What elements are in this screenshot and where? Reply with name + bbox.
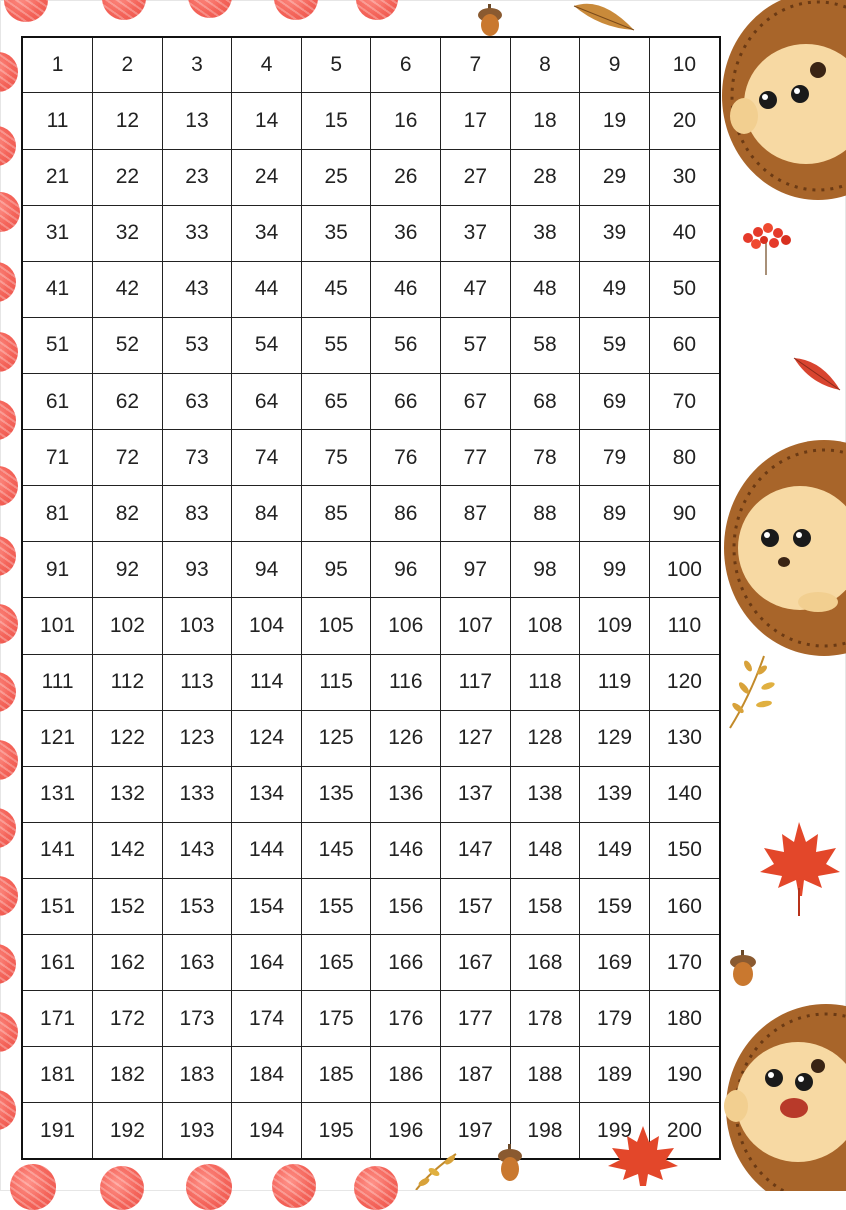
grid-row xyxy=(23,991,719,1047)
number-cell: 95 xyxy=(301,542,371,598)
number-cell: 142 xyxy=(93,822,163,878)
red-dot-decoration xyxy=(186,1164,232,1210)
number-cell: 152 xyxy=(93,879,163,935)
maple-leaf-icon xyxy=(756,818,842,918)
number-cell: 116 xyxy=(371,654,441,710)
number-cell: 26 xyxy=(371,149,441,205)
number-cell: 98 xyxy=(510,542,580,598)
number-cell: 52 xyxy=(93,317,163,373)
number-cell: 145 xyxy=(301,822,371,878)
number-cell: 172 xyxy=(93,991,163,1047)
grid-row xyxy=(23,486,719,542)
number-cell: 51 xyxy=(23,317,93,373)
number-cell: 149 xyxy=(580,822,650,878)
number-cell: 122 xyxy=(93,710,163,766)
number-cell: 72 xyxy=(93,430,163,486)
number-cell: 117 xyxy=(441,654,511,710)
number-cell: 128 xyxy=(510,710,580,766)
number-cell: 56 xyxy=(371,317,441,373)
number-cell: 188 xyxy=(510,1047,580,1103)
number-cell: 84 xyxy=(232,486,302,542)
number-cell: 131 xyxy=(23,766,93,822)
red-dot-decoration xyxy=(10,1164,56,1210)
number-cell: 77 xyxy=(441,430,511,486)
number-cell: 74 xyxy=(232,430,302,486)
number-cell: 123 xyxy=(162,710,232,766)
number-cell: 135 xyxy=(301,766,371,822)
red-dot-decoration xyxy=(272,1164,316,1208)
red-dot-decoration xyxy=(100,1166,144,1210)
number-cell: 156 xyxy=(371,879,441,935)
hedgehog-icon xyxy=(714,438,846,660)
number-cell: 32 xyxy=(93,205,163,261)
grid-row xyxy=(23,766,719,822)
number-cell: 195 xyxy=(301,1103,371,1158)
number-cell: 35 xyxy=(301,205,371,261)
number-cell: 163 xyxy=(162,935,232,991)
number-cell: 190 xyxy=(649,1047,719,1103)
number-cell: 151 xyxy=(23,879,93,935)
number-cell: 170 xyxy=(649,935,719,991)
number-cell: 112 xyxy=(93,654,163,710)
number-cell: 30 xyxy=(649,149,719,205)
number-cell: 173 xyxy=(162,991,232,1047)
grid-row xyxy=(23,430,719,486)
number-cell: 61 xyxy=(23,374,93,430)
number-cell: 7 xyxy=(441,38,511,93)
number-cell: 155 xyxy=(301,879,371,935)
number-cell: 166 xyxy=(371,935,441,991)
number-cell: 91 xyxy=(23,542,93,598)
number-cell: 64 xyxy=(232,374,302,430)
number-cell: 39 xyxy=(580,205,650,261)
number-cell: 66 xyxy=(371,374,441,430)
number-cell: 120 xyxy=(649,654,719,710)
number-cell: 127 xyxy=(441,710,511,766)
number-cell: 65 xyxy=(301,374,371,430)
number-cell: 43 xyxy=(162,261,232,317)
number-cell: 121 xyxy=(23,710,93,766)
number-cell: 189 xyxy=(580,1047,650,1103)
grid-row xyxy=(23,654,719,710)
number-cell: 107 xyxy=(441,598,511,654)
number-cell: 164 xyxy=(232,935,302,991)
number-cell: 78 xyxy=(510,430,580,486)
number-cell: 165 xyxy=(301,935,371,991)
grid-row xyxy=(23,822,719,878)
number-cell: 147 xyxy=(441,822,511,878)
number-cell: 114 xyxy=(232,654,302,710)
number-cell: 89 xyxy=(580,486,650,542)
number-cell: 6 xyxy=(371,38,441,93)
number-cell: 183 xyxy=(162,1047,232,1103)
number-cell: 111 xyxy=(23,654,93,710)
number-cell: 54 xyxy=(232,317,302,373)
number-cell: 88 xyxy=(510,486,580,542)
red-dot-decoration xyxy=(354,1166,398,1210)
number-cell: 49 xyxy=(580,261,650,317)
number-cell: 1 xyxy=(23,38,93,93)
number-cell: 161 xyxy=(23,935,93,991)
number-cell: 45 xyxy=(301,261,371,317)
number-cell: 63 xyxy=(162,374,232,430)
number-cell: 41 xyxy=(23,261,93,317)
number-cell: 157 xyxy=(441,879,511,935)
number-cell: 93 xyxy=(162,542,232,598)
number-cell: 50 xyxy=(649,261,719,317)
number-cell: 167 xyxy=(441,935,511,991)
number-cell: 119 xyxy=(580,654,650,710)
number-cell: 10 xyxy=(649,38,719,93)
number-cell: 136 xyxy=(371,766,441,822)
grid-row xyxy=(23,149,719,205)
grid-row xyxy=(23,710,719,766)
number-cell: 37 xyxy=(441,205,511,261)
number-cell: 198 xyxy=(510,1103,580,1158)
grid-row xyxy=(23,542,719,598)
number-cell: 69 xyxy=(580,374,650,430)
number-cell: 132 xyxy=(93,766,163,822)
number-cell: 140 xyxy=(649,766,719,822)
number-cell: 73 xyxy=(162,430,232,486)
number-cell: 36 xyxy=(371,205,441,261)
number-cell: 153 xyxy=(162,879,232,935)
number-cell: 106 xyxy=(371,598,441,654)
number-cell: 129 xyxy=(580,710,650,766)
number-cell: 42 xyxy=(93,261,163,317)
number-cell: 175 xyxy=(301,991,371,1047)
acorn-icon xyxy=(728,950,758,988)
number-cell: 194 xyxy=(232,1103,302,1158)
number-cell: 103 xyxy=(162,598,232,654)
autumn-leaf-icon xyxy=(792,356,842,392)
grid-row xyxy=(23,935,719,991)
number-cell: 31 xyxy=(23,205,93,261)
number-cell: 110 xyxy=(649,598,719,654)
number-cell: 3 xyxy=(162,38,232,93)
number-cell: 143 xyxy=(162,822,232,878)
number-cell: 17 xyxy=(441,93,511,149)
number-cell: 40 xyxy=(649,205,719,261)
number-cell: 86 xyxy=(371,486,441,542)
maple-leaf-icon xyxy=(606,1124,680,1192)
number-cell: 24 xyxy=(232,149,302,205)
grid-row xyxy=(23,1047,719,1103)
number-cell: 58 xyxy=(510,317,580,373)
number-cell: 20 xyxy=(649,93,719,149)
number-cell: 16 xyxy=(371,93,441,149)
number-cell: 176 xyxy=(371,991,441,1047)
number-cell: 177 xyxy=(441,991,511,1047)
number-cell: 82 xyxy=(93,486,163,542)
number-cell: 137 xyxy=(441,766,511,822)
number-cell: 197 xyxy=(441,1103,511,1158)
number-cell: 5 xyxy=(301,38,371,93)
number-cell: 13 xyxy=(162,93,232,149)
number-cell: 68 xyxy=(510,374,580,430)
number-cell: 148 xyxy=(510,822,580,878)
grid-row xyxy=(23,93,719,149)
number-cell: 70 xyxy=(649,374,719,430)
number-cell: 60 xyxy=(649,317,719,373)
number-cell: 87 xyxy=(441,486,511,542)
number-cell: 100 xyxy=(649,542,719,598)
number-cell: 169 xyxy=(580,935,650,991)
number-cell: 126 xyxy=(371,710,441,766)
autumn-leaf-icon xyxy=(572,0,638,34)
number-cell: 57 xyxy=(441,317,511,373)
number-cell: 48 xyxy=(510,261,580,317)
number-cell: 97 xyxy=(441,542,511,598)
number-grid xyxy=(23,38,719,1158)
number-cell: 113 xyxy=(162,654,232,710)
grid-row xyxy=(23,205,719,261)
number-cell: 47 xyxy=(441,261,511,317)
number-cell: 76 xyxy=(371,430,441,486)
leafy-branch-icon xyxy=(412,1150,464,1190)
number-cell: 14 xyxy=(232,93,302,149)
number-cell: 160 xyxy=(649,879,719,935)
number-cell: 115 xyxy=(301,654,371,710)
number-cell: 200 xyxy=(649,1103,719,1158)
number-cell: 27 xyxy=(441,149,511,205)
number-cell: 71 xyxy=(23,430,93,486)
number-cell: 118 xyxy=(510,654,580,710)
rowan-berries-icon xyxy=(736,220,796,276)
number-cell: 199 xyxy=(580,1103,650,1158)
number-cell: 81 xyxy=(23,486,93,542)
grid-row xyxy=(23,879,719,935)
number-cell: 141 xyxy=(23,822,93,878)
number-cell: 46 xyxy=(371,261,441,317)
number-cell: 158 xyxy=(510,879,580,935)
number-cell: 146 xyxy=(371,822,441,878)
number-cell: 187 xyxy=(441,1047,511,1103)
number-cell: 180 xyxy=(649,991,719,1047)
number-cell: 104 xyxy=(232,598,302,654)
number-cell: 55 xyxy=(301,317,371,373)
number-cell: 130 xyxy=(649,710,719,766)
number-cell: 15 xyxy=(301,93,371,149)
number-cell: 171 xyxy=(23,991,93,1047)
grid-row xyxy=(23,317,719,373)
number-cell: 22 xyxy=(93,149,163,205)
acorn-icon xyxy=(496,1144,524,1184)
number-cell: 144 xyxy=(232,822,302,878)
number-cell: 109 xyxy=(580,598,650,654)
number-cell: 2 xyxy=(93,38,163,93)
hundreds-chart xyxy=(21,36,721,1160)
number-cell: 186 xyxy=(371,1047,441,1103)
number-cell: 184 xyxy=(232,1047,302,1103)
number-cell: 34 xyxy=(232,205,302,261)
number-cell: 162 xyxy=(93,935,163,991)
number-cell: 168 xyxy=(510,935,580,991)
number-cell: 185 xyxy=(301,1047,371,1103)
number-cell: 18 xyxy=(510,93,580,149)
number-cell: 96 xyxy=(371,542,441,598)
number-cell: 101 xyxy=(23,598,93,654)
number-cell: 133 xyxy=(162,766,232,822)
number-cell: 102 xyxy=(93,598,163,654)
grid-row xyxy=(23,374,719,430)
number-cell: 62 xyxy=(93,374,163,430)
number-cell: 105 xyxy=(301,598,371,654)
number-cell: 159 xyxy=(580,879,650,935)
number-cell: 75 xyxy=(301,430,371,486)
number-cell: 67 xyxy=(441,374,511,430)
number-cell: 38 xyxy=(510,205,580,261)
number-cell: 94 xyxy=(232,542,302,598)
number-cell: 124 xyxy=(232,710,302,766)
number-cell: 174 xyxy=(232,991,302,1047)
number-cell: 9 xyxy=(580,38,650,93)
number-cell: 53 xyxy=(162,317,232,373)
number-cell: 19 xyxy=(580,93,650,149)
number-cell: 181 xyxy=(23,1047,93,1103)
number-cell: 80 xyxy=(649,430,719,486)
number-cell: 154 xyxy=(232,879,302,935)
number-cell: 79 xyxy=(580,430,650,486)
leafy-branch-icon xyxy=(724,652,780,732)
grid-row xyxy=(23,38,719,93)
acorn-icon xyxy=(476,4,504,38)
number-cell: 11 xyxy=(23,93,93,149)
number-cell: 23 xyxy=(162,149,232,205)
grid-row xyxy=(23,598,719,654)
number-cell: 196 xyxy=(371,1103,441,1158)
number-cell: 150 xyxy=(649,822,719,878)
number-cell: 8 xyxy=(510,38,580,93)
number-cell: 83 xyxy=(162,486,232,542)
number-cell: 28 xyxy=(510,149,580,205)
number-cell: 92 xyxy=(93,542,163,598)
number-cell: 29 xyxy=(580,149,650,205)
number-cell: 125 xyxy=(301,710,371,766)
hedgehog-icon xyxy=(714,1002,846,1191)
number-cell: 12 xyxy=(93,93,163,149)
number-cell: 193 xyxy=(162,1103,232,1158)
number-cell: 138 xyxy=(510,766,580,822)
number-cell: 25 xyxy=(301,149,371,205)
number-cell: 139 xyxy=(580,766,650,822)
number-cell: 21 xyxy=(23,149,93,205)
hedgehog-icon xyxy=(714,0,846,210)
number-cell: 44 xyxy=(232,261,302,317)
number-cell: 99 xyxy=(580,542,650,598)
number-cell: 59 xyxy=(580,317,650,373)
number-cell: 33 xyxy=(162,205,232,261)
number-cell: 134 xyxy=(232,766,302,822)
number-cell: 182 xyxy=(93,1047,163,1103)
number-cell: 192 xyxy=(93,1103,163,1158)
number-cell: 108 xyxy=(510,598,580,654)
grid-row xyxy=(23,261,719,317)
number-cell: 90 xyxy=(649,486,719,542)
number-cell: 179 xyxy=(580,991,650,1047)
number-cell: 178 xyxy=(510,991,580,1047)
number-cell: 4 xyxy=(232,38,302,93)
number-cell: 85 xyxy=(301,486,371,542)
number-cell: 191 xyxy=(23,1103,93,1158)
